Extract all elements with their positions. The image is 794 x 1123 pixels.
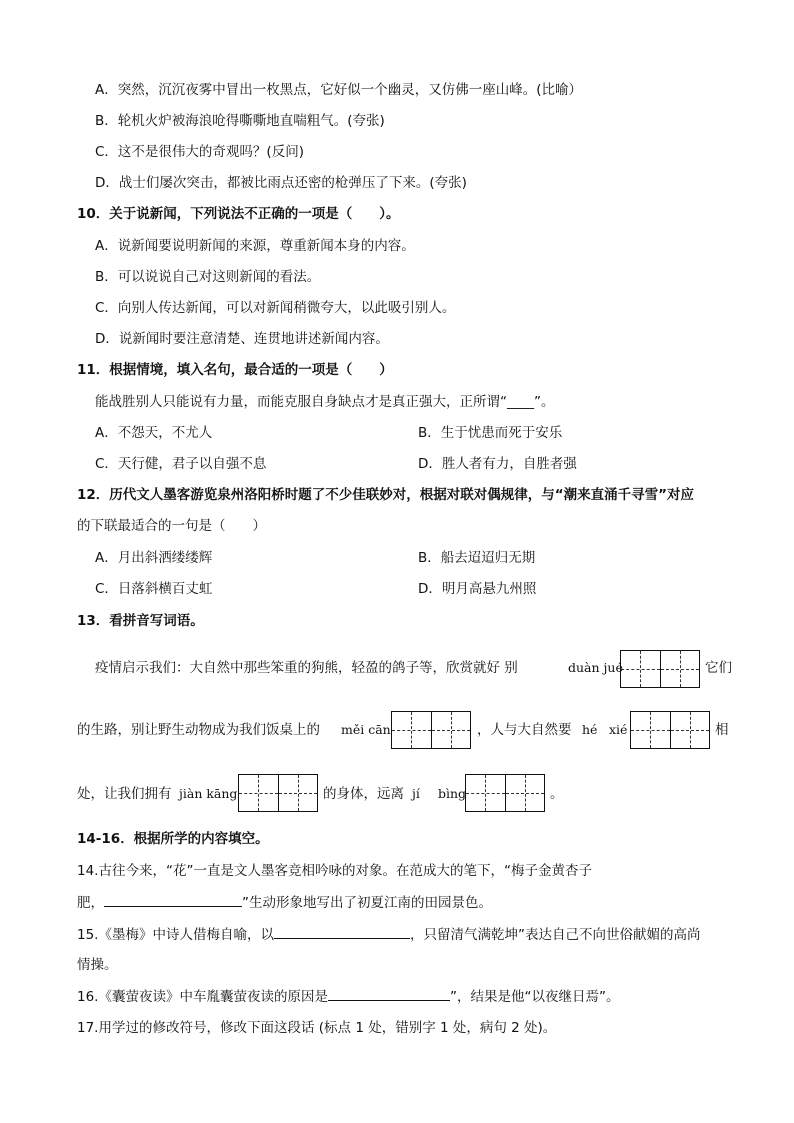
q13-line1-tail: 它们 — [705, 660, 732, 676]
q9-option-d: D．战士们屡次突击，都被比雨点还密的枪弹压了下来。(夸张) — [95, 175, 467, 191]
q13-pinyin-xie: xié — [609, 722, 628, 737]
q14-line2-pre: 肥， — [77, 895, 104, 911]
q15-line1 — [77, 924, 700, 945]
q9-option-b: B．轮机火炉被海浪呛得嘶嘶地直喘粗气。(夸张) — [95, 113, 385, 129]
q13-line1-text: 疫情启示我们：大自然中那些笨重的狗熊，轻盈的鸽子等，欣赏就好 别 — [95, 660, 518, 676]
q13-number: 13 — [77, 613, 96, 629]
q17-stem: 17.用学过的修改符号，修改下面这段话 (标点 1 处，错别字 1 处，病句 2 处)。 — [77, 1020, 557, 1036]
q13-pinyin-duanjue: duàn jué — [568, 660, 623, 675]
q11-context: 能战胜别人只能说有力量，而能克服自身缺点才是真正强大，正所谓“____”。 — [95, 394, 555, 410]
q11-number: 11 — [77, 362, 96, 378]
q12-number: 12 — [77, 487, 96, 503]
q12-option-c: C．日落斜横百丈虹 — [95, 581, 213, 597]
q12-option-a: A．月出斜洒缕缕辉 — [95, 550, 213, 566]
q13-pinyin-jiankang: jiàn kāng — [179, 786, 238, 801]
q15-answer-blank[interactable] — [274, 924, 410, 939]
q11-stem-text: ．根据情境，填入名句，最合适的一项是（ ） — [95, 362, 393, 378]
q13-pinyin-ji: jí — [412, 786, 420, 801]
q10-option-d: D．说新闻时要注意清楚、连贯地讲述新闻内容。 — [95, 331, 389, 347]
q14-line1: 14.古往今来，“花”一直是文人墨客竞相吟咏的对象。在范成大的笔下，“梅子金黄杏子 — [77, 863, 592, 879]
q13-line2-tail: 相 — [715, 722, 729, 738]
q13-answer-box-jibing[interactable] — [465, 774, 545, 812]
q13-answer-box-hexie[interactable] — [630, 711, 710, 749]
q12-option-d: D．明月高悬九州照 — [418, 581, 537, 597]
q10-stem — [77, 204, 400, 224]
q12-stem-text: ．历代文人墨客游览泉州洛阳桥时题了不少佳联妙对，根据对联对偶规律，与“潮来直涌千寻雪”对应 — [95, 487, 695, 503]
q13-pinyin-bing: bìng — [438, 786, 467, 801]
q13-stem — [77, 611, 204, 631]
q13-pinyin-he: hé — [582, 722, 598, 737]
q13-line2-mid: ，人与大自然要 — [477, 722, 572, 738]
q11-stem — [77, 360, 393, 380]
q10-stem-text: ．关于说新闻，下列说法不正确的一项是（ ）。 — [95, 206, 400, 222]
q13-line3-mid: 的身体，远离 — [323, 786, 404, 802]
q13-line3-text: 处，让我们拥有 — [77, 786, 172, 802]
q15-line1-pre: 15.《墨梅》中诗人借梅自喻，以 — [77, 927, 274, 943]
q10-number: 10 — [77, 206, 96, 222]
q12-option-b: B．船去迢迢归无期 — [418, 550, 536, 566]
q11-option-a: A．不怨天，不尤人 — [95, 425, 213, 441]
q9-option-a: A．突然，沉沉夜雾中冒出一枚黑点，它好似一个幽灵，又仿佛一座山峰。(比喻） — [95, 82, 583, 98]
q13-stem-text: ．看拼音写词语。 — [95, 613, 204, 629]
section-heading — [77, 829, 269, 849]
q11-option-d: D．胜人者有力，自胜者强 — [418, 456, 577, 472]
q16-line — [77, 986, 619, 1007]
q13-answer-box-jiankang[interactable] — [238, 774, 318, 812]
q13-answer-box-meican[interactable] — [391, 711, 471, 749]
q16-pre: 16.《囊萤夜读》中车胤囊萤夜读的原因是 — [77, 989, 328, 1005]
q12-stem-line2: 的下联最适合的一句是（ ） — [77, 518, 266, 534]
q13-answer-box-duanjue[interactable] — [620, 650, 700, 688]
q15-line1-post: ，只留清气满乾坤”表达自己不向世俗献媚的高尚 — [409, 927, 701, 943]
q9-option-c: C．这不是很伟大的奇观吗？(反问) — [95, 144, 304, 160]
section-number: 14-16 — [77, 831, 121, 847]
q11-option-c: C．天行健，君子以自强不息 — [95, 456, 267, 472]
q16-answer-blank[interactable] — [328, 986, 450, 1001]
q11-option-b: B．生于忧患而死于安乐 — [418, 425, 563, 441]
q14-line2-post: ”生动形象地写出了初夏江南的田园景色。 — [242, 895, 492, 911]
q10-option-a: A．说新闻要说明新闻的来源，尊重新闻本身的内容。 — [95, 238, 415, 254]
q14-answer-blank[interactable] — [104, 892, 242, 907]
q16-post: ”，结果是他“以夜继日焉”。 — [449, 989, 620, 1005]
q15-line2: 情操。 — [77, 957, 118, 973]
q10-option-b: B．可以说说自己对这则新闻的看法。 — [95, 269, 321, 285]
q10-option-c: C．向别人传达新闻，可以对新闻稍微夸大，以此吸引别人。 — [95, 300, 456, 316]
q12-stem-line1 — [77, 485, 694, 505]
q14-line2 — [77, 892, 492, 913]
q13-pinyin-meican: měi cān — [341, 722, 391, 737]
section-title: ．根据所学的内容填空。 — [120, 831, 269, 847]
q13-line2-text: 的生路，别让野生动物成为我们饭桌上的 — [77, 722, 320, 738]
q13-line3-tail: 。 — [550, 786, 564, 802]
